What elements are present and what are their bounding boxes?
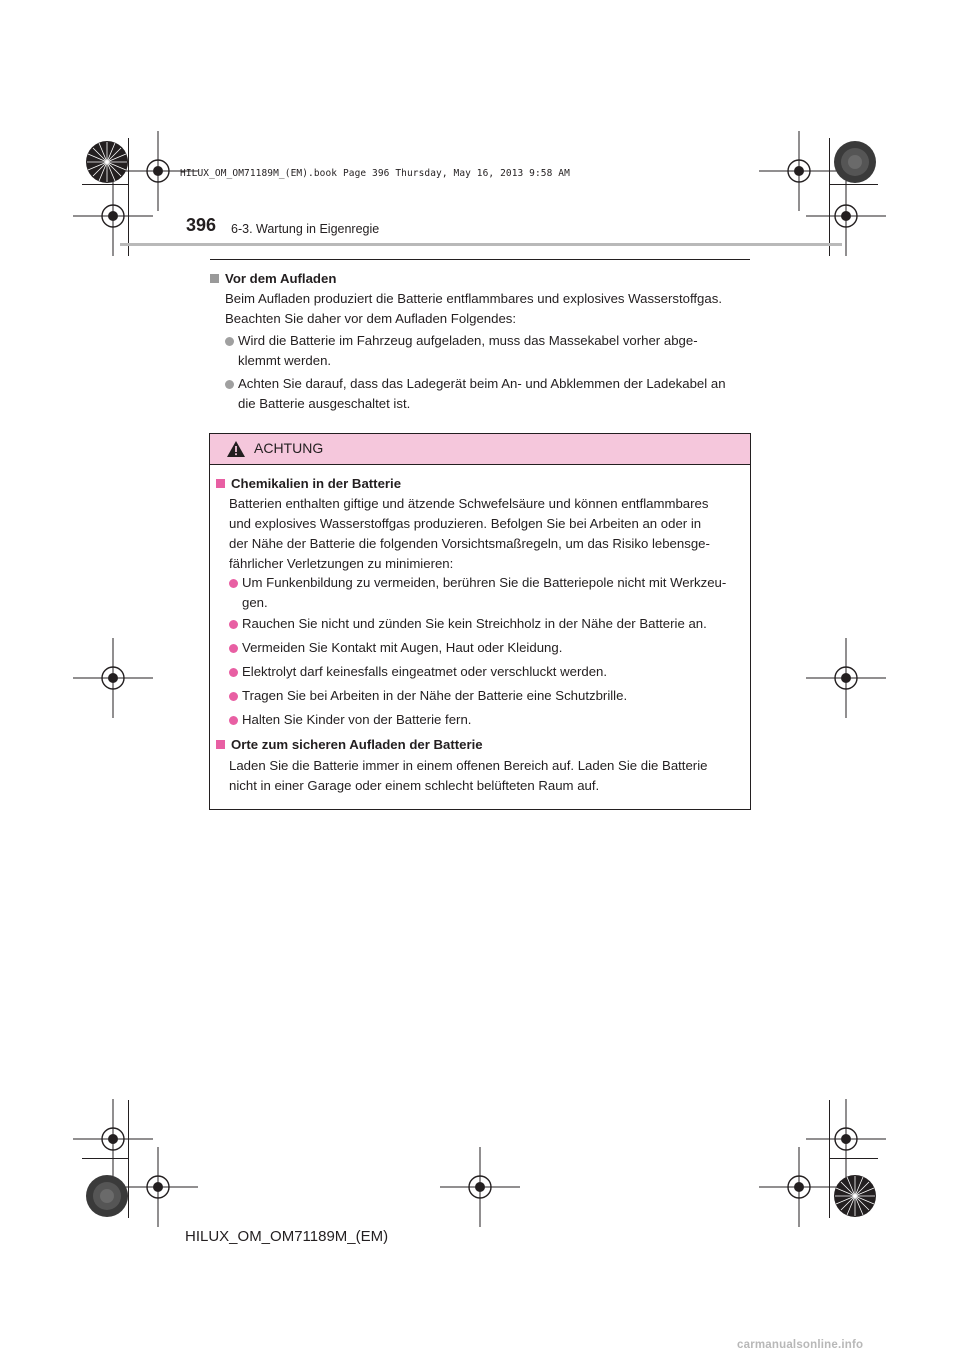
safe-places-heading xyxy=(216,735,483,755)
circle-bullet-icon xyxy=(229,716,238,725)
list-item-text xyxy=(238,331,750,371)
safe-places-paragraph xyxy=(229,756,739,796)
color-target-disc-icon xyxy=(85,1174,129,1218)
circle-bullet-icon xyxy=(229,692,238,701)
color-target-disc-icon xyxy=(85,140,129,184)
square-bullet-icon xyxy=(216,740,225,749)
text-line: der Nähe der Batterie die folgenden Vorsichtsmaßregeln, um das Risiko lebensge- xyxy=(229,536,710,551)
text-line: fährlicher Verletzungen zu minimieren: xyxy=(229,556,454,571)
circle-bullet-icon xyxy=(229,644,238,653)
list-item-text: Elektrolyt darf keinesfalls eingeatmet oder verschluckt werden. xyxy=(242,664,608,679)
list-item xyxy=(229,573,739,613)
registration-mark-icon xyxy=(73,638,153,718)
list-item-text xyxy=(238,374,750,414)
content-rule xyxy=(210,259,750,260)
header-rule xyxy=(120,243,842,246)
color-target-disc-icon xyxy=(833,140,877,184)
list-item xyxy=(229,662,739,682)
registration-mark-icon xyxy=(759,1147,839,1227)
chemicals-heading xyxy=(216,474,401,494)
text-line: Um Funkenbildung zu vermeiden, berühren Sie die Batteriepole nicht mit Werkzeu- xyxy=(242,575,727,590)
heading-text: Vor dem Aufladen xyxy=(225,271,337,286)
registration-mark-icon xyxy=(118,1147,198,1227)
warning-title: ACHTUNG xyxy=(254,440,324,456)
text-line: die Batterie ausgeschaltet ist. xyxy=(238,396,411,411)
color-target-disc-icon xyxy=(833,1174,877,1218)
circle-bullet-icon xyxy=(225,380,234,389)
book-info-slug: HILUX_OM_OM71189M_(EM).book Page 396 Thursday, May 16, 2013 9:58 AM xyxy=(180,168,570,179)
list-item xyxy=(229,638,739,658)
text-line: Achten Sie darauf, dass das Ladegerät beim An- und Abklemmen der Ladekabel an xyxy=(238,376,726,391)
circle-bullet-icon xyxy=(225,337,234,346)
list-item xyxy=(229,614,739,634)
circle-bullet-icon xyxy=(229,579,238,588)
list-item xyxy=(229,710,739,730)
square-bullet-icon xyxy=(216,479,225,488)
heading-text: Orte zum sicheren Aufladen der Batterie xyxy=(231,737,483,752)
heading-text: Chemikalien in der Batterie xyxy=(231,476,402,491)
list-item xyxy=(225,374,750,414)
warning-triangle-icon xyxy=(226,440,246,458)
square-bullet-icon xyxy=(210,274,219,283)
text-line: Wird die Batterie im Fahrzeug aufgeladen, muss das Massekabel vorher abge- xyxy=(238,333,698,348)
list-item-text: Vermeiden Sie Kontakt mit Augen, Haut oder Kleidung. xyxy=(242,640,563,655)
warning-header xyxy=(210,434,750,465)
footer-manual-code: HILUX_OM_OM71189M_(EM) xyxy=(185,1228,389,1245)
circle-bullet-icon xyxy=(229,668,238,677)
registration-mark-icon xyxy=(806,638,886,718)
list-item xyxy=(229,686,739,706)
list-item-text: Rauchen Sie nicht und zünden Sie kein Streichholz in der Nähe der Batterie an. xyxy=(242,616,707,631)
watermark: carmanualsonline.info xyxy=(737,1339,864,1351)
list-item-text: Tragen Sie bei Arbeiten in der Nähe der Batterie eine Schutzbrille. xyxy=(242,688,628,703)
list-item xyxy=(225,331,750,371)
section-title: 6-3. Wartung in Eigenregie xyxy=(231,222,380,236)
before-charging-intro xyxy=(225,289,750,329)
chemicals-paragraph xyxy=(229,494,739,574)
text-line: Beim Aufladen produziert die Batterie entflammbares und explosives Wasserstoffgas. xyxy=(225,291,722,306)
before-charging-heading xyxy=(210,269,336,289)
text-line: Batterien enthalten giftige und ätzende Schwefelsäure und können entflammbares xyxy=(229,496,709,511)
page-number: 396 xyxy=(186,215,217,235)
text-line: Laden Sie die Batterie immer in einem offenen Bereich auf. Laden Sie die Batterie xyxy=(229,758,708,773)
circle-bullet-icon xyxy=(229,620,238,629)
text-line: Beachten Sie daher vor dem Aufladen Folgendes: xyxy=(225,311,517,326)
registration-mark-icon xyxy=(440,1147,520,1227)
text-line: und explosives Wasserstoffgas produzieren. Befolgen Sie bei Arbeiten an oder in xyxy=(229,516,702,531)
list-item-text xyxy=(242,573,739,613)
list-item-text: Halten Sie Kinder von der Batterie fern. xyxy=(242,712,472,727)
text-line: nicht in einer Garage oder einem schlecht belüfteten Raum auf. xyxy=(229,778,600,793)
text-line: klemmt werden. xyxy=(238,353,332,368)
text-line: gen. xyxy=(242,595,268,610)
